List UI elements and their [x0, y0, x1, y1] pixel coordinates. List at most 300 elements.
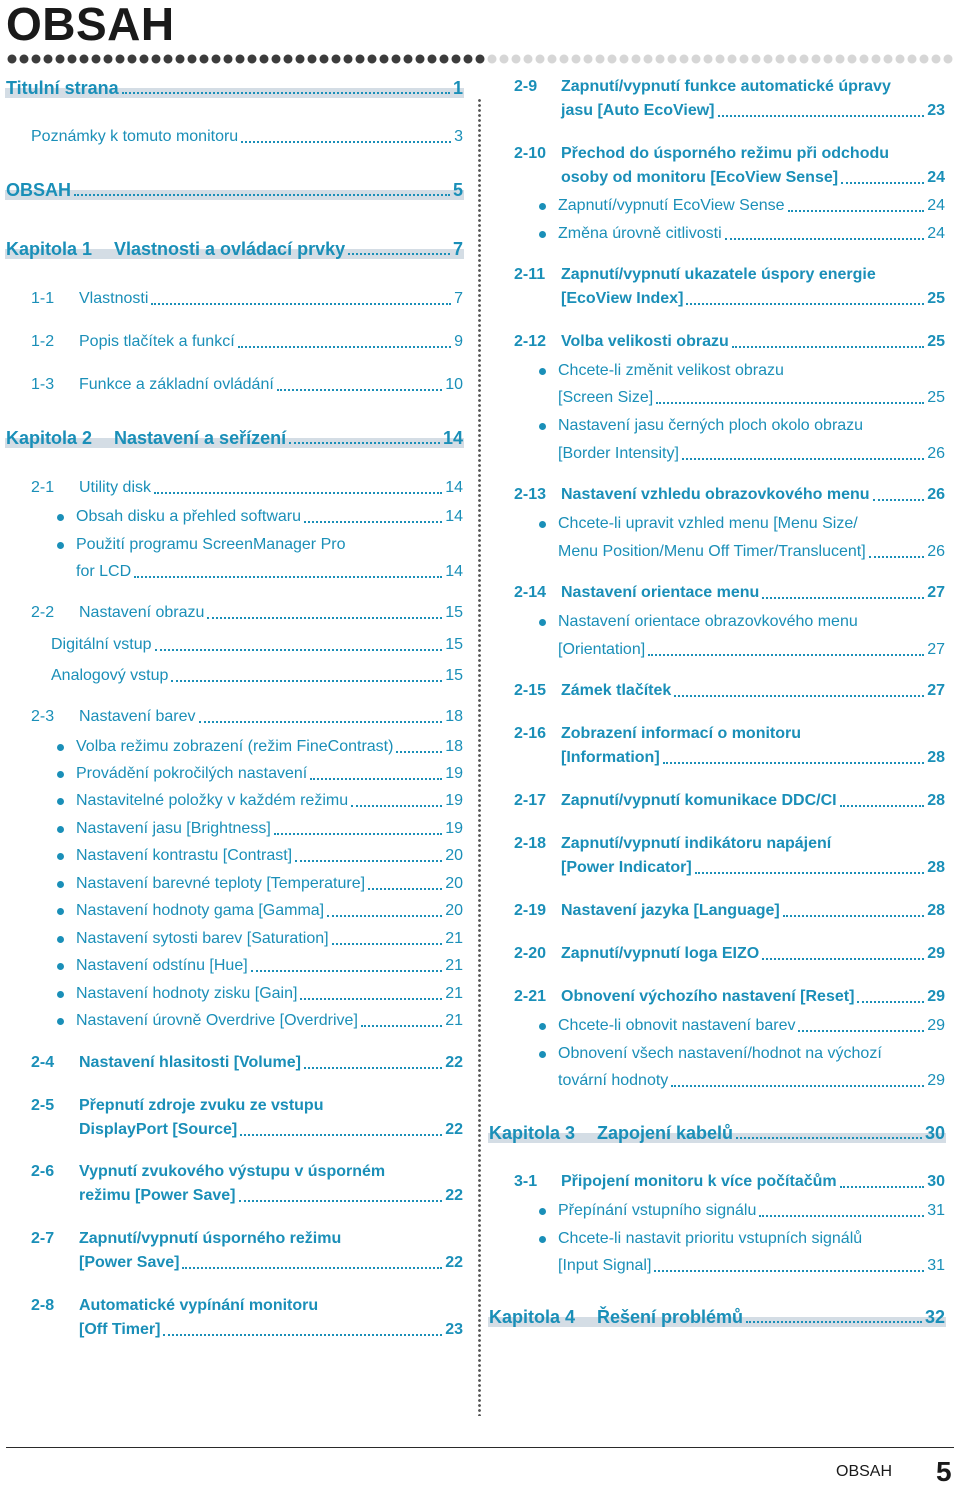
dot-leader — [74, 194, 450, 196]
bullet-icon — [57, 853, 64, 860]
toc-entry-number: 2-15 — [514, 682, 547, 699]
toc-entry[interactable] — [76, 954, 463, 978]
toc-entry[interactable] — [6, 76, 463, 100]
dot-leader — [663, 762, 925, 764]
toc-entry[interactable] — [76, 844, 463, 868]
dot-leader — [327, 915, 442, 917]
toc-entry-page: 20 — [445, 875, 463, 892]
toc-entry-title: Nastavení hodnoty zisku [Gain] — [76, 985, 298, 1002]
toc-entry[interactable] — [514, 263, 945, 287]
dot-leader — [163, 1334, 442, 1336]
toc-entry-number: Kapitola 2 — [6, 428, 93, 448]
toc-entry-page: 1 — [452, 78, 463, 98]
bullet-icon — [539, 423, 546, 430]
toc-entry-title: Připojení monitoru k více počítačům — [561, 1173, 837, 1190]
toc-entry-title: Chcete-li obnovit nastavení barev — [558, 1017, 796, 1034]
toc-entry-title: Nastavení vzhledu obrazovkového menu — [561, 486, 870, 503]
toc-entry-title: [Information] — [561, 749, 660, 766]
toc-entry[interactable] — [6, 426, 463, 450]
toc-entry-title: Titulní strana — [6, 78, 119, 98]
toc-entry[interactable] — [558, 512, 945, 536]
toc-entry-page: 20 — [445, 847, 463, 864]
toc-entry[interactable] — [558, 194, 945, 218]
toc-entry-title: Nastavení sytosti barev [Saturation] — [76, 930, 329, 947]
toc-entry-page: 7 — [452, 239, 463, 259]
toc-entry[interactable] — [31, 1294, 463, 1318]
toc-entry-page: 22 — [445, 1254, 463, 1271]
toc-entry-title: Nastavení barevné teploty [Temperature] — [76, 875, 366, 892]
toc-entry-page: 26 — [927, 543, 945, 560]
toc-entry-page: 19 — [445, 820, 463, 837]
toc-entry-title: Obsah disku a přehled softwaru — [76, 508, 302, 525]
toc-entry[interactable] — [31, 373, 463, 397]
toc-entry-page: 21 — [445, 1012, 463, 1029]
toc-entry[interactable] — [514, 75, 945, 99]
bullet-icon — [57, 908, 64, 915]
dot-leader — [240, 1134, 442, 1136]
toc-entry[interactable] — [514, 985, 945, 1009]
toc-entry-number: 2-13 — [514, 486, 547, 503]
toc-entry[interactable] — [558, 610, 945, 634]
dot-leader — [122, 92, 450, 94]
toc-entry[interactable] — [514, 142, 945, 166]
toc-entry-title: Funkce a základní ovládání — [79, 376, 274, 393]
dot-leader — [759, 1215, 924, 1217]
toc-entry-page: 22 — [445, 1054, 463, 1071]
toc-entry[interactable] — [514, 789, 945, 813]
toc-entry-title: Popis tlačítek a funkcí — [79, 333, 235, 350]
dot-leader — [798, 1030, 924, 1032]
dot-leader — [310, 778, 442, 780]
toc-entry[interactable] — [76, 817, 463, 841]
bullet-icon — [57, 514, 64, 521]
page-title: OBSAH — [6, 0, 175, 50]
dot-leader — [654, 1270, 924, 1272]
toc-entry-title: Zapnutí/vypnutí úsporného režimu — [79, 1230, 342, 1247]
toc-entry[interactable] — [558, 222, 945, 246]
toc-entry-page: 24 — [927, 197, 945, 214]
dot-leader — [656, 402, 924, 404]
toc-entry-title: Přepínání vstupního signálu — [558, 1202, 757, 1219]
toc-entry-title: Nastavení orientace obrazovkového menu — [558, 613, 858, 630]
dot-leader — [783, 915, 924, 917]
toc-entry-title: Provádění pokročilých nastavení — [76, 765, 308, 782]
toc-entry-page: 29 — [927, 1072, 945, 1089]
toc-entry-title: Použití programu ScreenManager Pro — [76, 536, 346, 553]
dot-leader — [304, 521, 442, 523]
dot-leader — [207, 617, 442, 619]
toc-entry-number: Kapitola 3 — [489, 1123, 576, 1143]
toc-entry-number: 2-14 — [514, 584, 547, 601]
toc-entry-title: Zapnutí/vypnutí ukazatele úspory energie — [561, 266, 876, 283]
dot-leader — [762, 958, 924, 960]
footer-rule — [6, 1447, 954, 1448]
dot-leader — [295, 860, 442, 862]
bullet-icon — [57, 826, 64, 833]
bullet-icon — [539, 1208, 546, 1215]
toc-entry-page: 27 — [927, 682, 945, 699]
toc-entry-number: Kapitola 1 — [6, 239, 93, 259]
toc-entry-title: Řešení problémů — [597, 1307, 744, 1327]
toc-entry-title: Nastavení jasu černých ploch okolo obrazu — [558, 417, 864, 434]
dot-leader — [199, 721, 443, 723]
dot-leader — [736, 1137, 922, 1139]
toc-entry-title: [Power Indicator] — [561, 859, 692, 876]
toc-entry[interactable] — [514, 942, 945, 966]
toc-entry[interactable] — [561, 746, 945, 770]
toc-entry-page: 28 — [927, 749, 945, 766]
bullet-icon — [539, 1051, 546, 1058]
bullet-icon — [57, 798, 64, 805]
toc-entry[interactable] — [514, 581, 945, 605]
toc-entry-title: Nastavení hodnoty gama [Gamma] — [76, 902, 325, 919]
toc-entry-title: Nastavení obrazu — [79, 604, 205, 621]
toc-entry[interactable] — [558, 359, 945, 383]
toc-entry-number: 1-1 — [31, 290, 55, 307]
toc-entry-page: 31 — [927, 1257, 945, 1274]
toc-entry-number: 2-10 — [514, 145, 547, 162]
bullet-icon — [539, 368, 546, 375]
toc-entry[interactable] — [31, 705, 463, 729]
toc-entry[interactable] — [558, 386, 945, 410]
toc-entry[interactable] — [561, 856, 945, 880]
dot-leader — [361, 1025, 442, 1027]
toc-entry-title: Chcete-li upravit vzhled menu [Menu Size/ — [558, 515, 858, 532]
toc-entry[interactable] — [514, 330, 945, 354]
toc-entry-page: 14 — [445, 508, 463, 525]
toc-entry-number: 2-5 — [31, 1097, 55, 1114]
toc-entry-title: for LCD — [76, 563, 132, 580]
toc-entry[interactable] — [558, 1042, 945, 1066]
bullet-icon — [57, 936, 64, 943]
toc-entry[interactable] — [76, 1009, 463, 1033]
toc-entry[interactable] — [558, 1254, 945, 1278]
toc-entry[interactable] — [31, 125, 463, 149]
toc-entry[interactable] — [31, 1094, 463, 1118]
dot-leader — [351, 805, 442, 807]
toc-entry-number: 2-7 — [31, 1230, 55, 1247]
toc-entry-title: Přechod do úsporného režimu při odchodu — [561, 145, 890, 162]
toc-entry-title: [Off Timer] — [79, 1321, 161, 1338]
toc-entry[interactable] — [76, 927, 463, 951]
dot-leader — [241, 141, 451, 143]
dot-leader — [396, 751, 442, 753]
toc-entry-page: 31 — [927, 1202, 945, 1219]
toc-entry[interactable] — [558, 540, 945, 564]
toc-entry[interactable] — [6, 178, 463, 202]
toc-entry-title: [Border Intensity] — [558, 445, 679, 462]
toc-entry[interactable] — [558, 1014, 945, 1038]
toc-entry-page: 7 — [454, 290, 463, 307]
toc-entry-page: 15 — [445, 636, 463, 653]
toc-entry[interactable] — [558, 1227, 945, 1251]
toc-entry[interactable] — [79, 1318, 463, 1342]
toc-entry-title: [Screen Size] — [558, 389, 654, 406]
toc-entry[interactable] — [489, 1305, 945, 1329]
toc-entry-page: 30 — [924, 1123, 945, 1143]
toc-entry-title: Poznámky k tomuto monitoru — [31, 128, 239, 145]
toc-entry[interactable] — [558, 1199, 945, 1223]
toc-entry-page: 14 — [445, 563, 463, 580]
toc-entry-page: 29 — [927, 945, 945, 962]
toc-entry-number: 2-4 — [31, 1054, 55, 1071]
title-dot-rule-light — [486, 53, 954, 65]
toc-entry[interactable] — [76, 789, 463, 813]
dot-leader — [857, 1001, 924, 1003]
toc-entry-page: 24 — [927, 169, 945, 186]
toc-entry[interactable] — [31, 287, 463, 311]
toc-entry-page: 18 — [445, 738, 463, 755]
toc-entry-title: Nastavení a seřízení — [114, 428, 287, 448]
toc-entry[interactable] — [51, 633, 463, 657]
toc-entry-number: 2-12 — [514, 333, 547, 350]
toc-entry-page: 14 — [442, 428, 463, 448]
toc-entry-number: 2-19 — [514, 902, 547, 919]
dot-leader — [300, 998, 442, 1000]
toc-entry-page: 15 — [445, 604, 463, 621]
toc-entry-title: Nastavení hlasitosti [Volume] — [79, 1054, 301, 1071]
toc-entry[interactable] — [79, 1251, 463, 1275]
dot-leader — [873, 499, 925, 501]
dot-leader — [746, 1321, 922, 1323]
toc-entry-title: tovární hodnoty — [558, 1072, 669, 1089]
dot-leader — [368, 888, 442, 890]
toc-entry-page: 26 — [927, 486, 945, 503]
toc-entry-number: 2-18 — [514, 835, 547, 852]
dot-leader — [134, 576, 442, 578]
toc-entry-page: 22 — [445, 1187, 463, 1204]
toc-entry[interactable] — [51, 664, 463, 688]
footer-label: OBSAH — [836, 1463, 893, 1480]
dot-leader — [151, 303, 451, 305]
toc-entry[interactable] — [558, 1069, 945, 1093]
toc-entry[interactable] — [76, 872, 463, 896]
toc-entry[interactable] — [76, 982, 463, 1006]
toc-entry-number: 2-9 — [514, 78, 538, 95]
toc-entry-number: 2-1 — [31, 479, 55, 496]
toc-entry[interactable] — [31, 1160, 463, 1184]
toc-entry-page: 23 — [445, 1321, 463, 1338]
toc-entry-page: 3 — [454, 128, 463, 145]
dot-leader — [674, 695, 924, 697]
toc-entry[interactable] — [76, 735, 463, 759]
column-separator — [478, 98, 481, 1416]
toc-entry-number: 2-3 — [31, 708, 55, 725]
dot-leader — [840, 1186, 925, 1188]
toc-entry-page: 18 — [445, 708, 463, 725]
dot-leader — [238, 346, 451, 348]
toc-entry-page: 30 — [927, 1173, 945, 1190]
toc-entry-number: 1-3 — [31, 376, 55, 393]
toc-entry-page: 15 — [445, 667, 463, 684]
toc-entry-number: 2-8 — [31, 1297, 55, 1314]
toc-entry-page: 24 — [927, 225, 945, 242]
toc-entry-number: 2-21 — [514, 988, 547, 1005]
dot-leader — [841, 182, 924, 184]
toc-entry-title: Obnovení všech nastavení/hodnot na výchozí — [558, 1045, 882, 1062]
toc-entry-title: jasu [Auto EcoView] — [561, 102, 715, 119]
toc-entry-title: Nastavení orientace menu — [561, 584, 760, 601]
dot-leader — [718, 115, 925, 117]
toc-entry-page: 19 — [445, 792, 463, 809]
toc-entry-title: Vlastnosti a ovládací prvky — [114, 239, 346, 259]
toc-entry-page: 29 — [927, 1017, 945, 1034]
toc-entry-number: 2-11 — [514, 266, 546, 283]
toc-entry-page: 28 — [927, 792, 945, 809]
toc-entry-page: 25 — [927, 389, 945, 406]
toc-entry-number: 3-1 — [514, 1173, 538, 1190]
toc-entry-title: Menu Position/Menu Off Timer/Translucent] — [558, 543, 866, 560]
toc-entry[interactable] — [514, 899, 945, 923]
toc-entry-number: 2-2 — [31, 604, 55, 621]
toc-entry-page: 21 — [445, 930, 463, 947]
toc-entry-number: 1-2 — [31, 333, 55, 350]
toc-entry-title: [Orientation] — [558, 641, 646, 658]
toc-entry-number: Kapitola 4 — [489, 1307, 576, 1327]
dot-leader — [686, 303, 924, 305]
toc-entry[interactable] — [76, 899, 463, 923]
toc-entry[interactable] — [514, 1170, 945, 1194]
toc-entry[interactable] — [561, 166, 945, 190]
toc-entry[interactable] — [558, 414, 945, 438]
toc-entry[interactable] — [514, 722, 945, 746]
toc-entry-title: Nastavitelné položky v každém režimu — [76, 792, 349, 809]
toc-entry[interactable] — [558, 638, 945, 662]
dot-leader — [788, 210, 925, 212]
dot-leader — [648, 654, 924, 656]
toc-entry[interactable] — [76, 505, 463, 529]
toc-entry-page: 23 — [927, 102, 945, 119]
toc-entry-title: DisplayPort [Source] — [79, 1121, 238, 1138]
toc-entry-title: režimu [Power Save] — [79, 1187, 236, 1204]
toc-entry-title: Zapnutí/vypnutí komunikace DDC/CI — [561, 792, 837, 809]
title-dot-rule-dark — [6, 53, 486, 65]
toc-entry-title: Utility disk — [79, 479, 152, 496]
toc-entry-title: Zapnutí/vypnutí loga EIZO — [561, 945, 760, 962]
bullet-icon — [57, 542, 64, 549]
toc-entry[interactable] — [76, 533, 463, 557]
toc-entry-number: 2-6 — [31, 1163, 55, 1180]
toc-entry[interactable] — [514, 679, 945, 703]
toc-entry-page: 27 — [927, 641, 945, 658]
dot-leader — [171, 680, 442, 682]
bullet-icon — [57, 881, 64, 888]
dot-leader — [671, 1085, 924, 1087]
toc-entry-title: Nastavení odstínu [Hue] — [76, 957, 248, 974]
dot-leader — [348, 253, 450, 255]
toc-entry[interactable] — [76, 762, 463, 786]
toc-entry-title: [Power Save] — [79, 1254, 180, 1271]
toc-entry-title: Zobrazení informací o monitoru — [561, 725, 802, 742]
bullet-icon — [57, 744, 64, 751]
dot-leader — [154, 492, 442, 494]
toc-entry-page: 25 — [927, 290, 945, 307]
toc-entry-number: 2-16 — [514, 725, 547, 742]
dot-leader — [274, 833, 442, 835]
bullet-icon — [57, 963, 64, 970]
bullet-icon — [539, 1236, 546, 1243]
toc-entry-number: 2-17 — [514, 792, 547, 809]
toc-entry-number: 2-20 — [514, 945, 547, 962]
toc-entry[interactable] — [79, 1118, 463, 1142]
toc-entry[interactable] — [558, 442, 945, 466]
toc-entry-title: Změna úrovně citlivosti — [558, 225, 722, 242]
toc-entry-title: OBSAH — [6, 180, 72, 200]
toc-entry-title: Analogový vstup — [51, 667, 169, 684]
dot-leader — [289, 442, 440, 444]
toc-entry-title: Chcete-li změnit velikost obrazu — [558, 362, 784, 379]
toc-entry-title: Nastavení jazyka [Language] — [561, 902, 780, 919]
toc-entry-page: 28 — [927, 902, 945, 919]
toc-entry[interactable] — [6, 237, 463, 261]
dot-leader — [277, 389, 442, 391]
dot-leader — [251, 970, 443, 972]
dot-leader — [182, 1267, 442, 1269]
dot-leader — [682, 458, 924, 460]
toc-entry[interactable] — [514, 483, 945, 507]
toc-entry[interactable] — [31, 1051, 463, 1075]
toc-entry-title: Vypnutí zvukového výstupu v úsporném — [79, 1163, 386, 1180]
toc-entry[interactable] — [79, 1184, 463, 1208]
toc-entry-page: 19 — [445, 765, 463, 782]
toc-entry-page: 14 — [445, 479, 463, 496]
dot-leader — [725, 238, 925, 240]
toc-entry[interactable] — [561, 99, 945, 123]
dot-leader — [840, 805, 925, 807]
bullet-icon — [539, 619, 546, 626]
toc-entry[interactable] — [31, 601, 463, 625]
toc-entry[interactable] — [31, 1227, 463, 1251]
toc-entry-title: Chcete-li nastavit prioritu vstupních signálů — [558, 1230, 863, 1247]
toc-entry-title: Automatické vypínání monitoru — [79, 1297, 319, 1314]
bullet-icon — [57, 771, 64, 778]
toc-entry-title: Nastavení barev — [79, 708, 196, 725]
bullet-icon — [57, 1018, 64, 1025]
toc-entry-title: Digitální vstup — [51, 636, 152, 653]
dot-leader — [762, 597, 924, 599]
toc-entry[interactable] — [561, 287, 945, 311]
toc-entry-title: Volba velikosti obrazu — [561, 333, 729, 350]
bullet-icon — [539, 521, 546, 528]
toc-entry[interactable] — [514, 832, 945, 856]
toc-entry[interactable] — [76, 560, 463, 584]
dot-leader — [732, 346, 924, 348]
dot-leader — [332, 943, 443, 945]
toc-entry[interactable] — [31, 330, 463, 354]
toc-entry-page: 22 — [445, 1121, 463, 1138]
bullet-icon — [57, 991, 64, 998]
toc-entry[interactable] — [31, 476, 463, 500]
toc-entry-page: 32 — [924, 1307, 945, 1327]
toc-entry-page: 20 — [445, 902, 463, 919]
toc-entry-page: 21 — [445, 957, 463, 974]
dot-leader — [869, 556, 925, 558]
toc-entry[interactable] — [489, 1121, 945, 1145]
toc-entry-page: 28 — [927, 859, 945, 876]
toc-entry-title: Nastavení jasu [Brightness] — [76, 820, 271, 837]
toc-entry-title: Obnovení výchozího nastavení [Reset] — [561, 988, 855, 1005]
toc-entry-page: 27 — [927, 584, 945, 601]
bullet-icon — [539, 231, 546, 238]
bullet-icon — [539, 1023, 546, 1030]
dot-leader — [695, 872, 925, 874]
toc-entry-page: 25 — [927, 333, 945, 350]
toc-entry-title: Nastavení úrovně Overdrive [Overdrive] — [76, 1012, 358, 1029]
toc-entry-title: Zámek tlačítek — [561, 682, 672, 699]
toc-entry-title: Nastavení kontrastu [Contrast] — [76, 847, 293, 864]
toc-entry-title: Volba režimu zobrazení (režim FineContrast) — [76, 738, 394, 755]
toc-entry-title: Zapnutí/vypnutí funkce automatické úpravy — [561, 78, 891, 95]
